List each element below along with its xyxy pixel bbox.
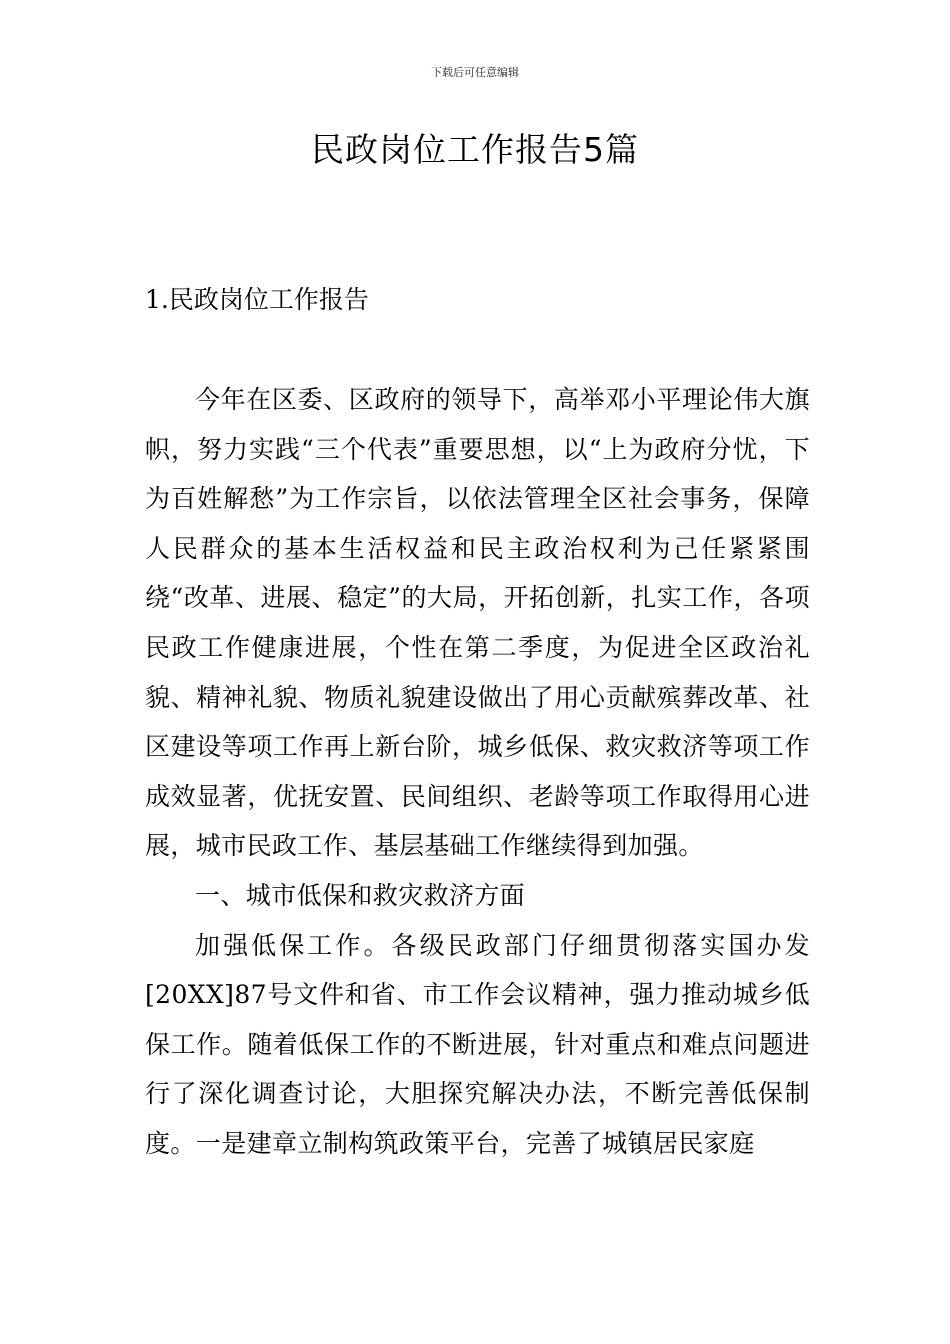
section-heading: 1.民政岗位工作报告 xyxy=(145,285,369,314)
header-note: 下载后可任意编辑 xyxy=(431,66,519,79)
body-text xyxy=(145,375,810,1169)
document-title: 民政岗位工作报告5篇 xyxy=(311,130,639,169)
paragraph-intro: 今年在区委、区政府的领导下，高举邓小平理论伟大旗帜，努力实践“三个代表”重要思想，以“上为政府分忧，下为百姓解愁”为工作宗旨，以依法管理全区社会事务，保障人民群众的基本生活权益和民主政治权利为己任紧紧围绕“改革、进展、稳定”的大局，开拓创新，扎实工作，各项民政工作健康进展，个性在第二季度，为促进全区政治礼貌、精神礼貌、物质礼貌建设做出了用心贡献殡葬改革、社区建设等项工作再上新台阶，城乡低保、救灾救济等项工作成效显著，优抚安置、民间组织、老龄等项工作取得用心进展，城市民政工作、基层基础工作继续得到加强。 xyxy=(145,385,810,861)
subsection-heading: 一、城市低保和救灾救济方面 xyxy=(195,880,526,910)
paragraph-low-income: 加强低保工作。各级民政部门仔细贯彻落实国办发[20XX]87号文件和省、市工作会议精神，强力推动城乡低保工作。随着低保工作的不断进展，针对重点和难点问题进行了深化调查讨论，大胆探究解决办法，不断完善低保制度。一是建章立制构筑政策平台，完善了城镇居民家庭 xyxy=(145,930,810,1158)
